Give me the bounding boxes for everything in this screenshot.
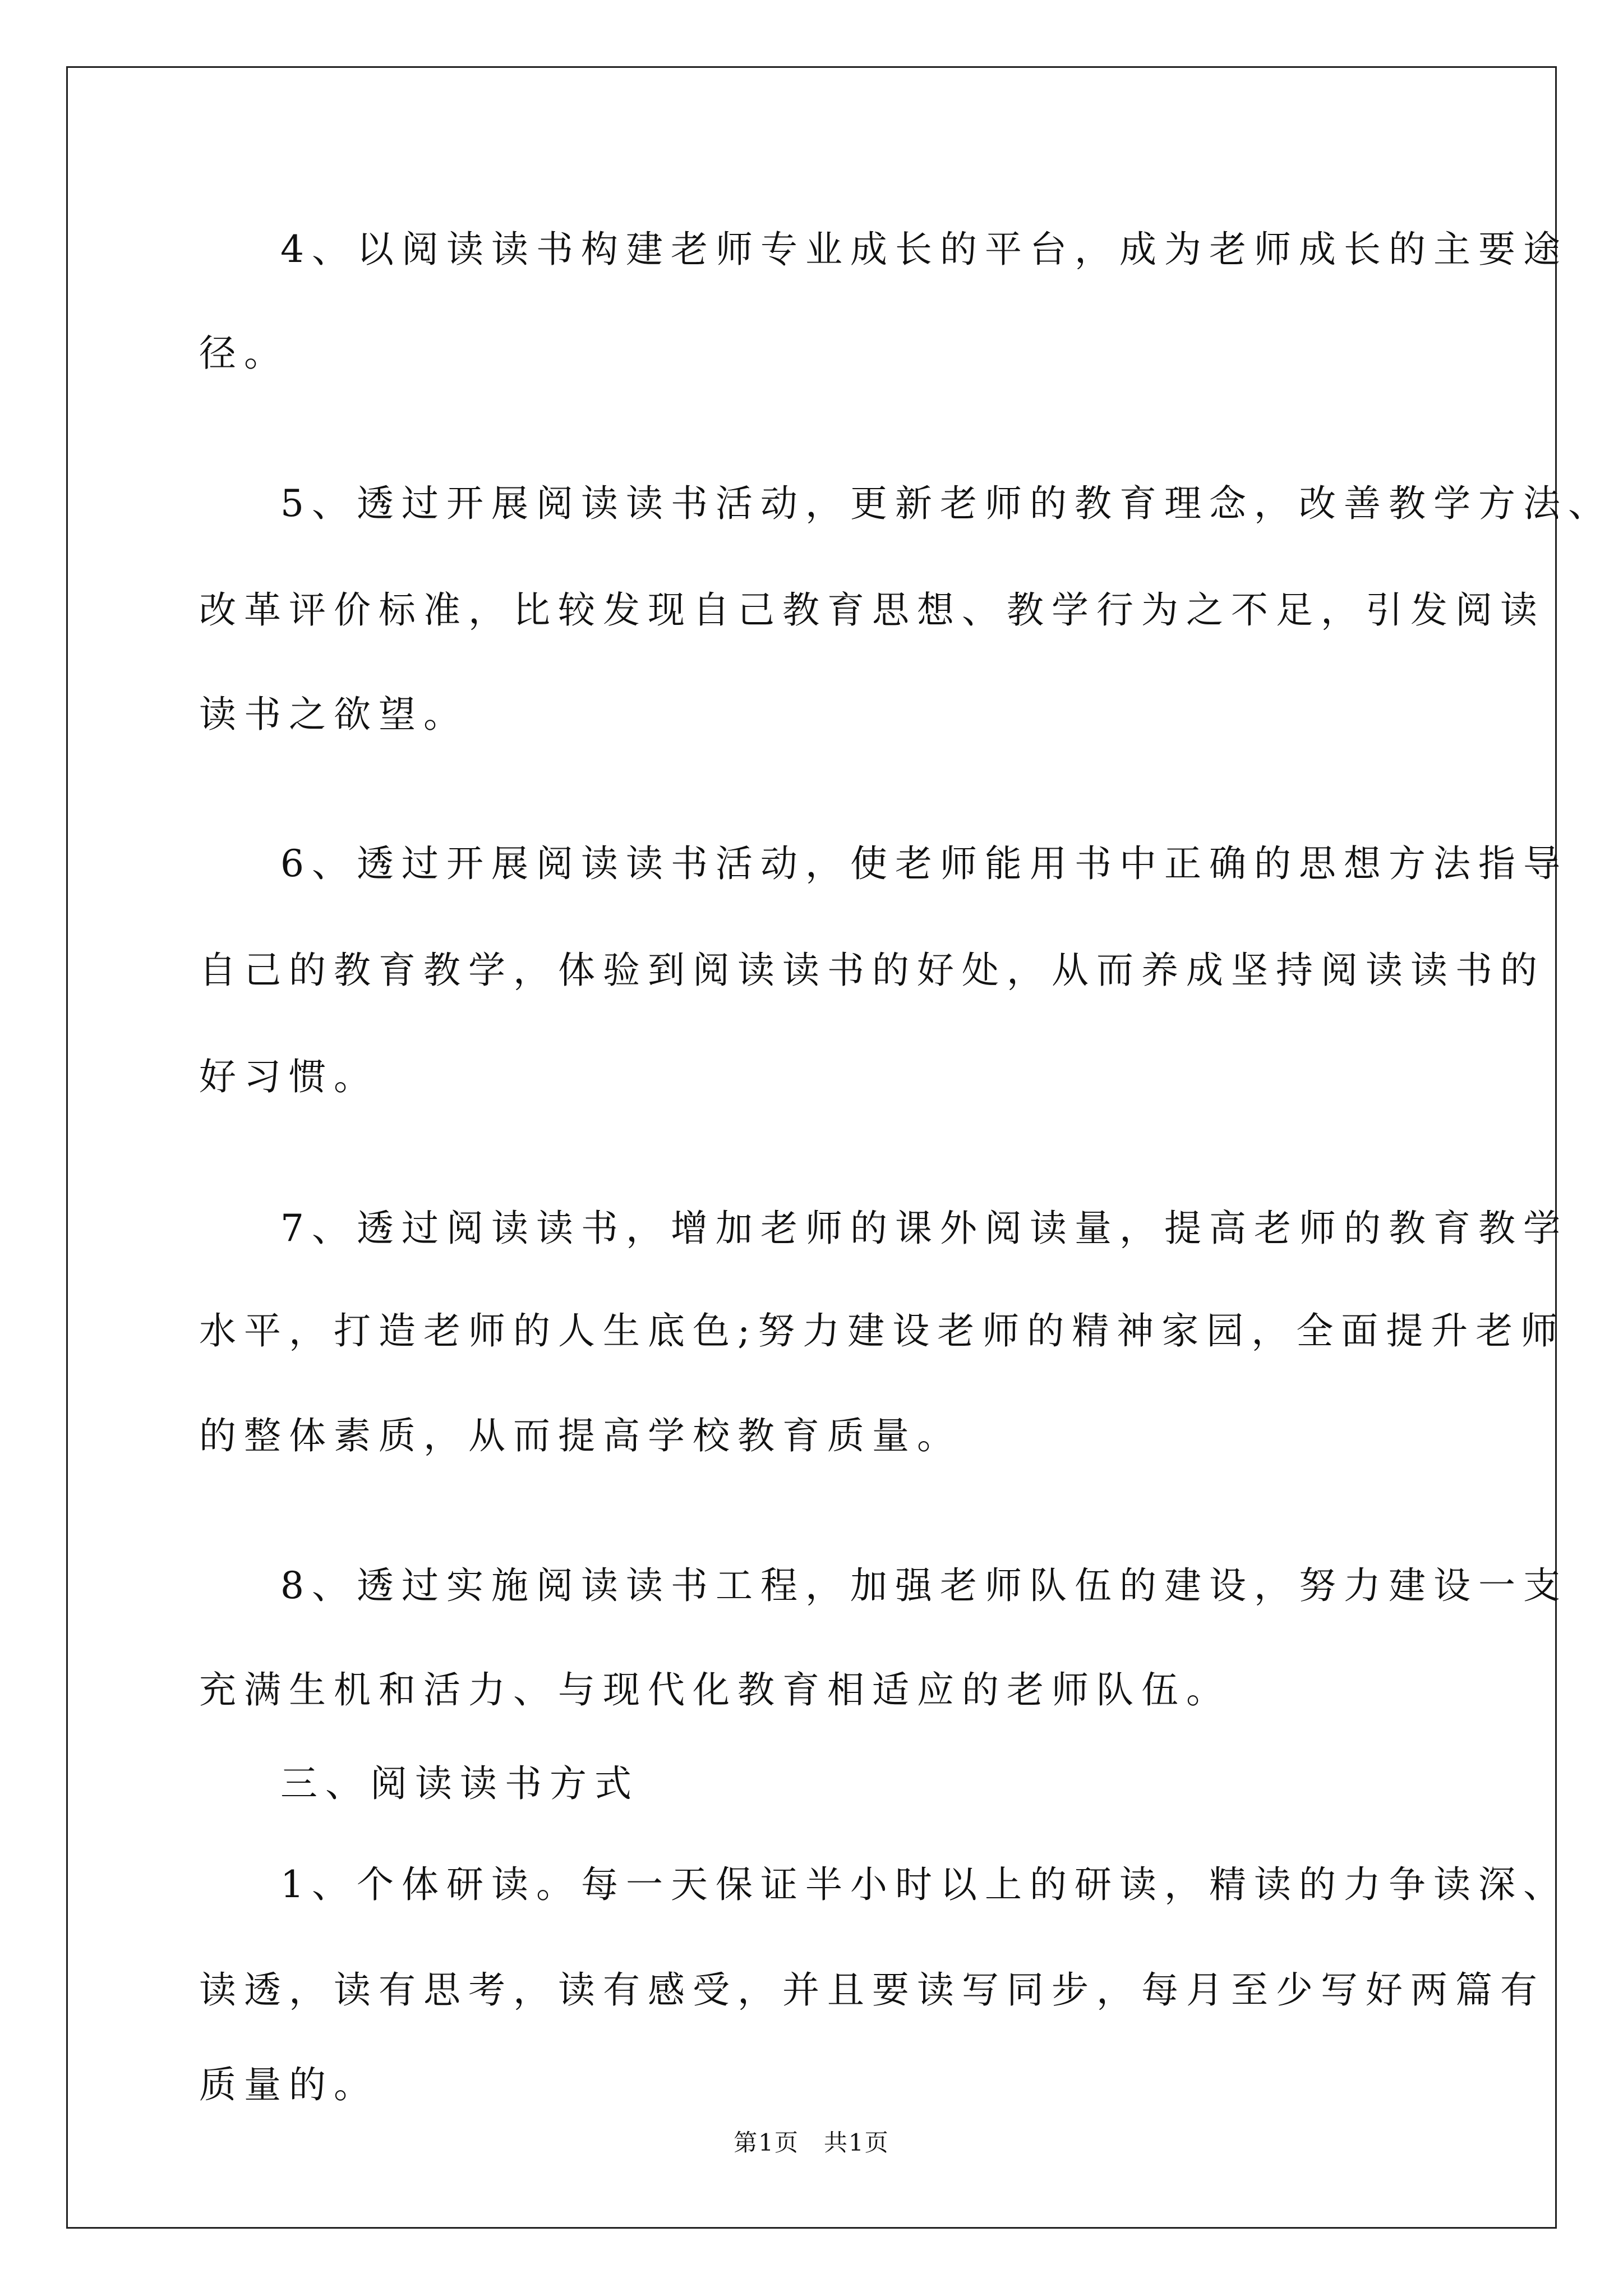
paragraph-1-line-2: 读透，读有思考，读有感受，并且要读写同步，每月至少写好两篇有 bbox=[199, 1968, 1545, 2012]
page-number-footer: 第1页 共1页 bbox=[734, 2129, 889, 2156]
paragraph-5-line-2: 改革评价标准，比较发现自己教育思想、教学行为之不足，引发阅读 bbox=[199, 588, 1545, 632]
paragraph-5-line-1: 5、透过开展阅读读书活动，更新老师的教育理念，改善教学方法、 bbox=[280, 482, 1613, 525]
section-heading-3: 三、阅读读书方式 bbox=[280, 1762, 639, 1805]
paragraph-4-line-1: 4、以阅读读书构建老师专业成长的平台，成为老师成长的主要途 bbox=[280, 228, 1568, 271]
paragraph-6-line-3: 好习惯。 bbox=[199, 1055, 379, 1098]
paragraph-7-line-1: 7、透过阅读读书，增加老师的课外阅读量，提高老师的教育教学 bbox=[280, 1207, 1568, 1250]
paragraph-1-line-3: 质量的。 bbox=[199, 2063, 379, 2106]
paragraph-8-line-2: 充满生机和活力、与现代化教育相适应的老师队伍。 bbox=[199, 1668, 1231, 1711]
paragraph-6-line-2: 自己的教育教学，体验到阅读读书的好处，从而养成坚持阅读读书的 bbox=[199, 949, 1545, 992]
paragraph-6-line-1: 6、透过开展阅读读书活动，使老师能用书中正确的思想方法指导 bbox=[280, 842, 1568, 885]
paragraph-8-line-1: 8、透过实施阅读读书工程，加强老师队伍的建设，努力建设一支 bbox=[280, 1564, 1568, 1607]
paragraph-5-line-3: 读书之欲望。 bbox=[199, 693, 468, 736]
paragraph-7-line-3: 的整体素质，从而提高学校教育质量。 bbox=[199, 1414, 962, 1457]
paragraph-7-line-2: 水平，打造老师的人生底色;努力建设老师的精神家园，全面提升老师 bbox=[199, 1309, 1566, 1352]
paragraph-4-line-2: 径。 bbox=[199, 332, 289, 375]
paragraph-1-line-1: 1、个体研读。每一天保证半小时以上的研读，精读的力争读深、 bbox=[280, 1863, 1568, 1906]
